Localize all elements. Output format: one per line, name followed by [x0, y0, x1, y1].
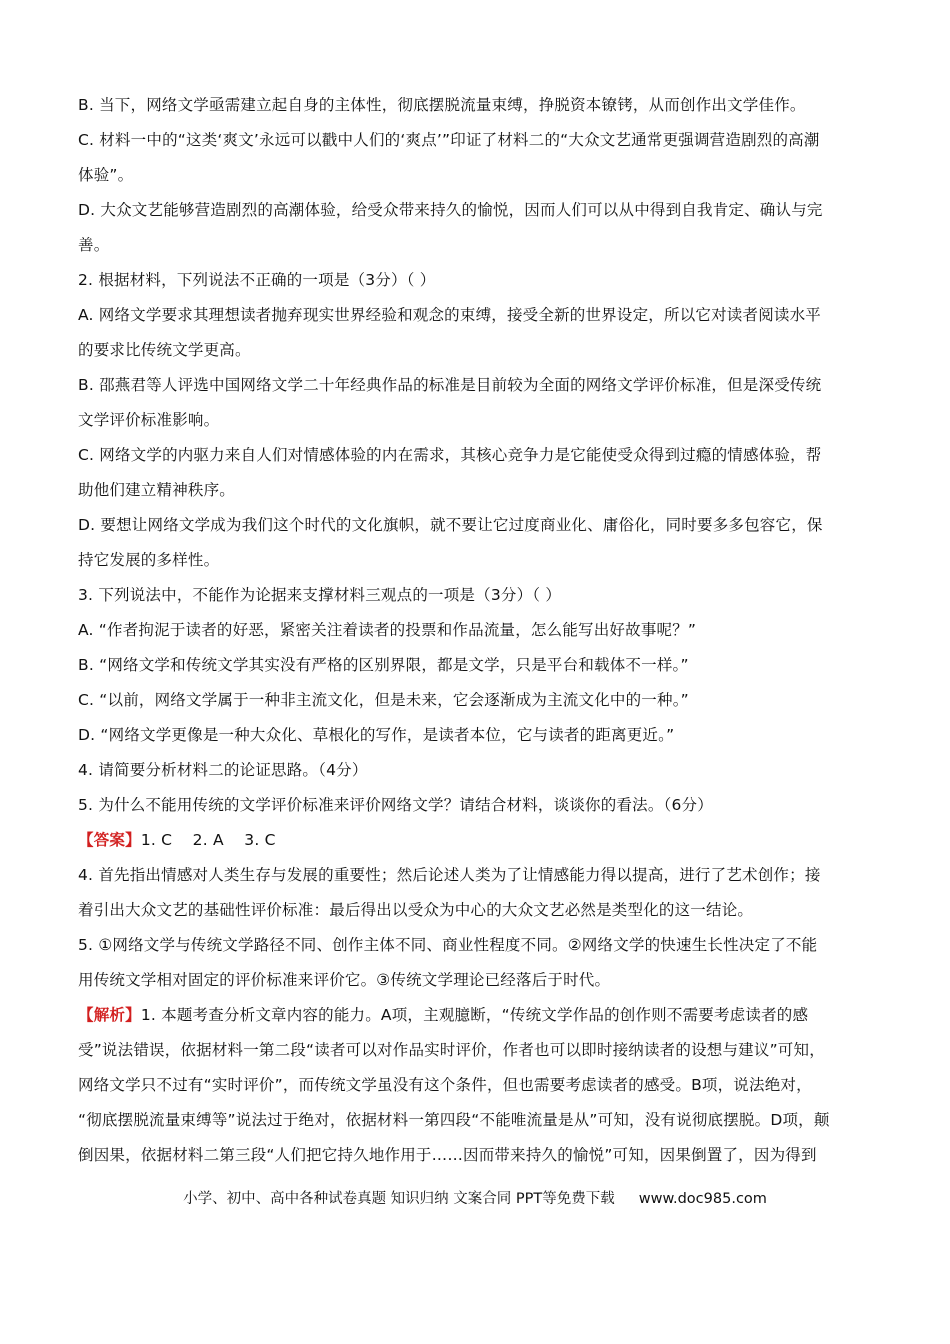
- question-3: 3. 下列说法中，不能作为论据来支撑材料三观点的一项是（3分）（ ）: [78, 586, 562, 604]
- text-line: C. “以前，网络文学属于一种非主流文化，但是未来，它会逐渐成为主流文化中的一种。”: [78, 691, 689, 709]
- text-line: 受”说法错误，依据材料一第二段“读者可以对作品实时评价，作者也可以即时接纳读者的设想与建议”可知，: [78, 1041, 825, 1059]
- analysis-tag: 【解析】: [78, 1006, 141, 1024]
- text-line: 持它发展的多样性。: [78, 551, 220, 569]
- text-line: “彻底摆脱流量束缚等”说法过于绝对，依据材料一第四段“不能唯流量是从”可知，没有说彻底摆脱。D项，颠: [78, 1111, 830, 1129]
- text-line: 体验”。: [78, 166, 134, 184]
- answer-tag: 【答案】: [78, 831, 141, 849]
- text-line: D. 大众文艺能够营造剧烈的高潮体验，给受众带来持久的愉悦，因而人们可以从中得到自我肯定、确认与完: [78, 201, 823, 219]
- answer-text: 1. C 2. A 3. C: [140, 831, 276, 849]
- text-line: 5. ①网络文学与传统文学路径不同、创作主体不同、商业性程度不同。②网络文学的快速生长性决定了不能: [78, 936, 818, 954]
- analysis-text: 1. 本题考查分析文章内容的能力。A项，主观臆断，“传统文学作品的创作则不需要考虑读者的感: [140, 1006, 809, 1024]
- page-footer: [0, 1187, 950, 1208]
- text-line: B. 当下，网络文学亟需建立起自身的主体性，彻底摆脱流量束缚，挣脱资本镣铐，从而创作出文学佳作。: [78, 96, 806, 114]
- text-line: D. “网络文学更像是一种大众化、草根化的写作，是读者本位，它与读者的距离更近。”: [78, 726, 675, 744]
- text-line: C. 材料一中的“这类‘爽文’永远可以戳中人们的‘爽点’”印证了材料二的“大众文艺通常更强调营造剧烈的高潮: [78, 131, 820, 149]
- text-line: 的要求比传统文学更高。: [78, 341, 251, 359]
- text-line: B. “网络文学和传统文学其实没有严格的区别界限，都是文学，只是平台和载体不一样。”: [78, 656, 689, 674]
- text-line: C. 网络文学的内驱力来自人们对情感体验的内在需求，其核心竞争力是它能使受众得到过瘾的情感体验，帮: [78, 446, 822, 464]
- text-line: A. 网络文学要求其理想读者抛弃现实世界经验和观念的束缚，接受全新的世界设定，所以它对读者阅读水平: [78, 306, 821, 324]
- footer-url[interactable]: www.doc985.com: [638, 1191, 767, 1207]
- answer-line: [78, 823, 874, 858]
- text-line: 倒因果，依据材料二第三段“人们把它持久地作用于……因而带来持久的愉悦”可知，因果倒置了，因为得到: [78, 1146, 817, 1164]
- question-5: 5. 为什么不能用传统的文学评价标准来评价网络文学？请结合材料，谈谈你的看法。（6分）: [78, 796, 713, 814]
- text-line: D. 要想让网络文学成为我们这个时代的文化旗帜，就不要让它过度商业化、庸俗化，同时要多多包容它，保: [78, 516, 823, 534]
- text-line: 助他们建立精神秩序。: [78, 481, 236, 499]
- text-line: 着引出大众文艺的基础性评价标准：最后得出以受众为中心的大众文艺必然是类型化的这一结论。: [78, 901, 754, 919]
- text-line: 4. 首先指出情感对人类生存与发展的重要性；然后论述人类为了让情感能力得以提高，进行了艺术创作；接: [78, 866, 821, 884]
- text-line: 网络文学只不过有“实时评价”，而传统文学虽没有这个条件，但也需要考虑读者的感受。B项，说法绝对，: [78, 1076, 812, 1094]
- document-body: [78, 88, 874, 1173]
- text-line: 善。: [78, 236, 110, 254]
- footer-text: 小学、初中、高中各种试卷真题 知识归纳 文案合同 PPT等免费下载: [183, 1191, 615, 1207]
- text-line: A. “作者拘泥于读者的好恶，紧密关注着读者的投票和作品流量，怎么能写出好故事呢？”: [78, 621, 697, 639]
- text-line: 文学评价标准影响。: [78, 411, 220, 429]
- text-line: B. 邵燕君等人评选中国网络文学二十年经典作品的标准是目前较为全面的网络文学评价标准，但是深受传统: [78, 376, 822, 394]
- question-4: 4. 请简要分析材料二的论证思路。（4分）: [78, 761, 368, 779]
- question-2: 2. 根据材料，下列说法不正确的一项是（3分）（ ）: [78, 271, 436, 289]
- analysis-line: [78, 998, 874, 1033]
- text-line: 用传统文学相对固定的评价标准来评价它。③传统文学理论已经落后于时代。: [78, 971, 611, 989]
